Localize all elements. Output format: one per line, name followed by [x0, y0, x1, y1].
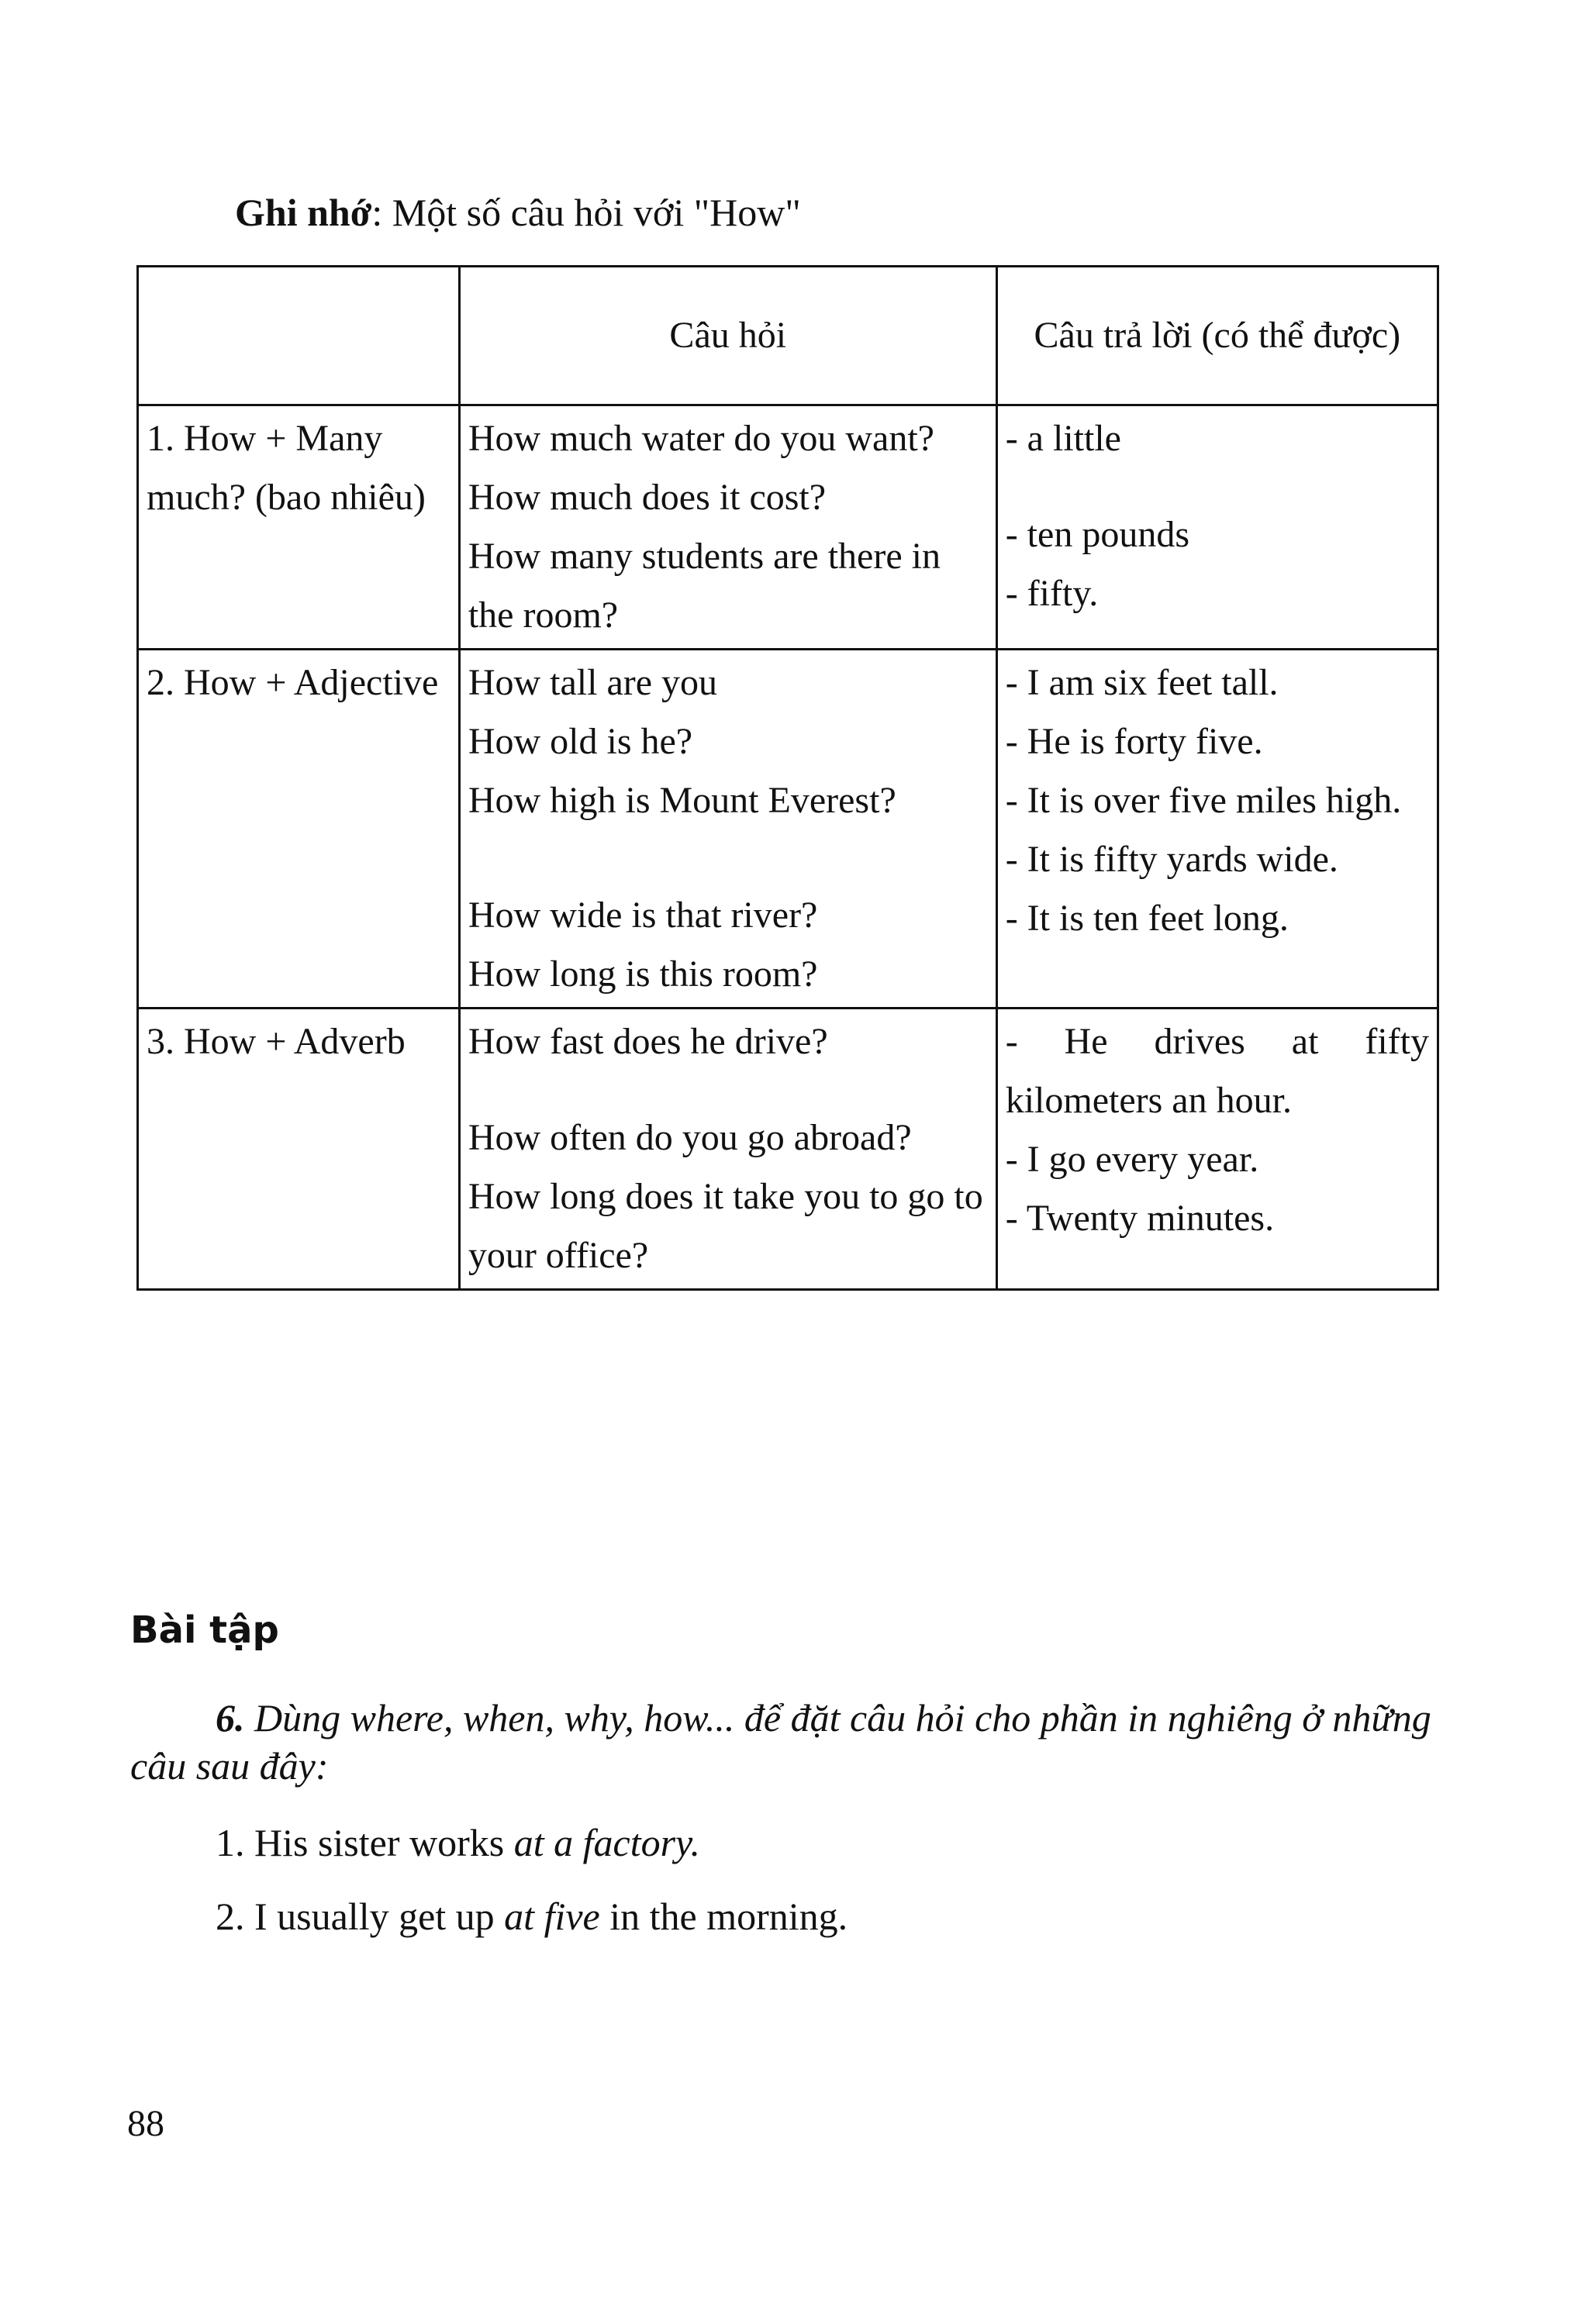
header-empty [138, 267, 460, 405]
exercise-item-lead: 2. I usually get up [216, 1895, 505, 1938]
row-category: 2. How + Adjective [138, 650, 460, 1009]
answer-cell: - I am six feet tall. [1005, 662, 1279, 703]
question-cell: How high is Mount Everest? [468, 780, 896, 821]
question-cell: How tall are you [468, 662, 718, 703]
answer-cell: - fifty. [1005, 573, 1099, 614]
answer-cell: - Twenty minutes. [1005, 1198, 1275, 1239]
header-questions: Câu hỏi [459, 267, 996, 405]
question-cell: How long is this room? [468, 953, 818, 995]
answer-cell: - a little [1005, 418, 1121, 459]
exercise-item-tail: in the morning. [599, 1895, 848, 1938]
table-row [138, 1009, 1438, 1290]
question-cell: How fast does he drive? [468, 1021, 828, 1062]
header-answers: Câu trả lời (có thể được) [996, 267, 1438, 405]
exercise-number: 6. [216, 1696, 245, 1740]
question-cell: How old is he? [468, 721, 693, 762]
question-cell: How long does it take you to go to your office? [468, 1176, 983, 1276]
exercise-item-italic: at five [504, 1895, 600, 1938]
answer-cell: - He drives at fifty kilometers an hour. [1005, 1021, 1429, 1121]
row-answers [996, 650, 1438, 1009]
answer-cell: - It is ten feet long. [1005, 898, 1289, 939]
question-cell: How much does it cost? [468, 477, 827, 518]
memo-text: : Một số câu hỏi với "How" [371, 191, 801, 234]
question-cell: How wide is that river? [468, 895, 818, 936]
question-cell: How many students are there in the room? [468, 536, 941, 636]
exercise-instruction-text: Dùng where, when, why, how... để đặt câu hỏi cho phần in nghiêng ở những câu sau đây: [130, 1696, 1431, 1788]
how-questions-table [136, 265, 1439, 1291]
exercise-item [216, 1894, 848, 1939]
memo-heading [235, 190, 801, 235]
row-questions [459, 650, 996, 1009]
row-category: 1. How + Many much? (bao nhiêu) [138, 405, 460, 650]
memo-label: Ghi nhớ [235, 191, 372, 234]
answer-cell: - ten pounds [1005, 514, 1189, 555]
table-row [138, 650, 1438, 1009]
exercise-item-lead: 1. His sister works [216, 1821, 514, 1864]
answer-cell: - He is forty five. [1005, 721, 1263, 762]
row-category: 3. How + Adverb [138, 1009, 460, 1290]
row-answers [996, 405, 1438, 650]
exercise-instruction [130, 1694, 1433, 1790]
table-header-row [138, 267, 1438, 405]
table-row [138, 405, 1438, 650]
row-questions [459, 1009, 996, 1290]
row-answers [996, 1009, 1438, 1290]
answer-cell: - It is fifty yards wide. [1005, 839, 1338, 880]
exercise-item-italic: at a factory. [513, 1821, 700, 1864]
exercise-section-title: Bài tập [130, 1609, 279, 1652]
question-cell: How often do you go abroad? [468, 1117, 912, 1158]
answer-cell: - I go every year. [1005, 1139, 1259, 1180]
question-cell: How much water do you want? [468, 418, 934, 459]
page-number: 88 [127, 2103, 164, 2144]
exercise-item [216, 1820, 700, 1865]
row-questions [459, 405, 996, 650]
answer-cell: - It is over five miles high. [1005, 780, 1402, 821]
